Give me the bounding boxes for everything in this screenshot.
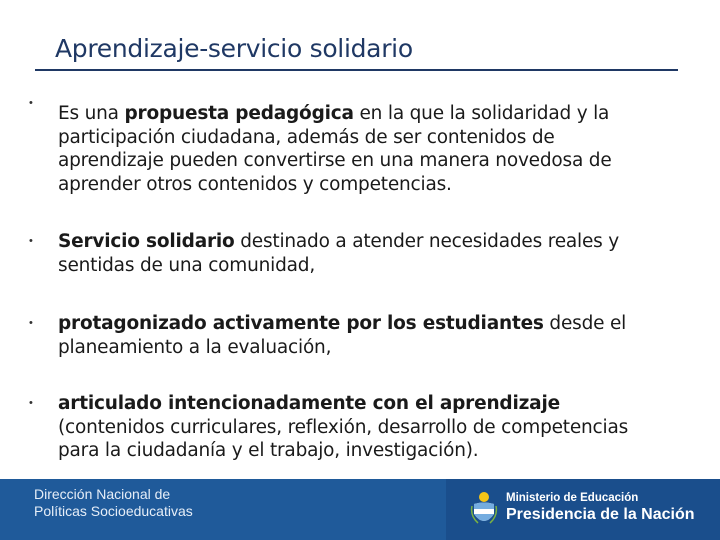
bullet-2-strong: Servicio solidario — [58, 231, 235, 252]
slide-title: Aprendizaje-servicio solidario — [55, 34, 413, 63]
bullet-1-post: en la que la solidaridad y la participación ciudadana, además de ser contenidos de aprendizaje pueden convertirse en una manera novedosa de aprender otros contenidos y competencias. — [58, 103, 612, 195]
bullet-marker: • — [29, 235, 33, 247]
argentina-seal-icon — [470, 490, 498, 528]
footer-line-1: Dirección Nacional de — [34, 486, 171, 502]
bullet-text-3 — [58, 312, 658, 359]
bullet-text-2 — [58, 230, 658, 277]
bullet-1-strong: propuesta pedagógica — [124, 103, 354, 124]
bullet-2-post: destinado a atender necesidades reales y sentidas de una comunidad, — [58, 231, 619, 276]
footer-directorate — [34, 486, 193, 520]
bullet-3-strong: protagonizado activamente por los estudiantes — [58, 313, 544, 334]
bullet-marker: • — [29, 317, 33, 329]
bullet-4-post: (contenidos curriculares, reflexión, desarrollo de competencias para la ciudadanía y el trabajo, investigación). — [58, 416, 629, 461]
bullet-1-pre: Es una — [58, 103, 125, 124]
title-underline — [35, 69, 678, 71]
bullet-4-strong: articulado intencionadamente con el aprendizaje — [58, 393, 560, 414]
footer-line-2: Políticas Socioeducativas — [34, 503, 193, 519]
presidency-label: Presidencia de la Nación — [506, 506, 695, 523]
bullet-3-post: desde el planeamiento a la evaluación, — [58, 313, 627, 358]
bullet-text-4 — [58, 392, 658, 463]
bullet-marker: • — [29, 97, 33, 109]
bullet-text-1 — [58, 102, 658, 196]
bullet-marker: • — [29, 397, 33, 409]
ministry-label: Ministerio de Educación — [506, 492, 639, 504]
